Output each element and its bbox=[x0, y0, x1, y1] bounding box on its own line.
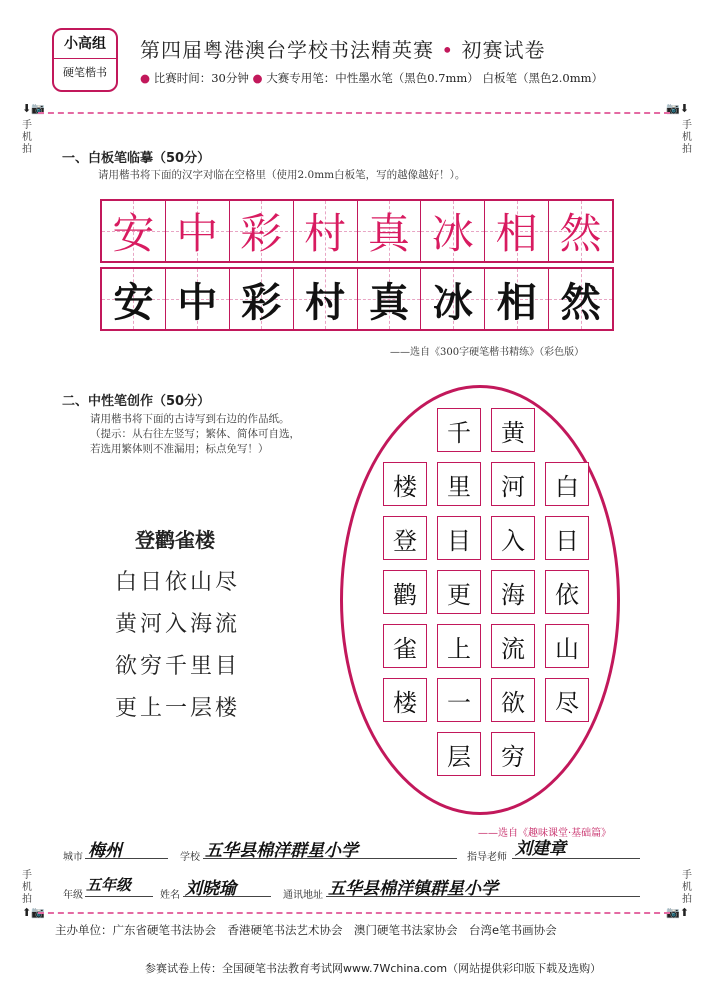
exam-time: 比赛时间：30分钟 bbox=[153, 71, 249, 85]
teacher-underline bbox=[512, 858, 640, 859]
exam-pens: 大赛专用笔：中性墨水笔（黑色0.7mm） 白板笔（黑色2.0mm） bbox=[266, 71, 604, 85]
written-char-row bbox=[100, 267, 614, 331]
poem-line: 欲穷千里目 bbox=[115, 654, 241, 679]
side-label-top-left: 手机拍 bbox=[22, 120, 32, 155]
side-label-bottom-right: 手机拍 bbox=[682, 870, 692, 905]
written-char-cell[interactable]: 安 bbox=[102, 269, 166, 329]
section2-heading: 二、中性笔创作（50分） bbox=[62, 394, 211, 409]
written-char-cell[interactable]: 中 bbox=[166, 269, 230, 329]
model-char-cell: 安 bbox=[102, 201, 166, 261]
work-char-cell[interactable]: 千 bbox=[437, 408, 481, 452]
city-label: 城市 bbox=[63, 852, 83, 863]
grade-underline bbox=[85, 896, 153, 897]
city-field[interactable]: 梅州 bbox=[88, 841, 122, 861]
name-field[interactable]: 刘晓瑜 bbox=[185, 879, 236, 899]
model-char-cell: 然 bbox=[549, 201, 612, 261]
work-char-cell[interactable]: 尽 bbox=[545, 678, 589, 722]
side-label-top-right: 手机拍 bbox=[682, 120, 692, 155]
model-char-cell: 冰 bbox=[421, 201, 485, 261]
poem-line: 黄河入海流 bbox=[115, 612, 241, 637]
poem-line: 更上一层楼 bbox=[115, 696, 241, 721]
model-char-cell: 真 bbox=[358, 201, 422, 261]
school-field[interactable]: 五华县棉洋群星小学 bbox=[205, 841, 358, 861]
written-char-cell[interactable]: 村 bbox=[294, 269, 358, 329]
work-char-cell[interactable]: 流 bbox=[491, 624, 535, 668]
grade-field[interactable]: 五年级 bbox=[86, 876, 132, 894]
section2-instruction-1: 请用楷书将下面的古诗写到右边的作品纸。 bbox=[90, 413, 290, 425]
camera-icon: ⬆📷 bbox=[22, 906, 45, 919]
work-char-cell[interactable]: 更 bbox=[437, 570, 481, 614]
work-char-cell[interactable]: 上 bbox=[437, 624, 481, 668]
work-char-cell[interactable]: 日 bbox=[545, 516, 589, 560]
address-field[interactable]: 五华县棉洋镇群星小学 bbox=[328, 879, 498, 899]
exam-info bbox=[140, 70, 603, 86]
upload-info: 参赛试卷上传：全国硬笔书法教育考试网www.7Wchina.com（网站提供彩印版下载及选购） bbox=[145, 962, 602, 975]
top-dashed-line bbox=[38, 112, 670, 114]
work-char-cell[interactable]: 登 bbox=[383, 516, 427, 560]
name-label: 姓名 bbox=[160, 890, 180, 901]
work-char-cell[interactable]: 穷 bbox=[491, 732, 535, 776]
written-char-cell[interactable]: 相 bbox=[485, 269, 549, 329]
model-char-row bbox=[100, 199, 614, 263]
side-label-bottom-left: 手机拍 bbox=[22, 870, 32, 905]
work-char-cell[interactable]: 海 bbox=[491, 570, 535, 614]
section2-instruction-2: （提示：从右往左竖写；繁体、简体可自选， bbox=[90, 428, 300, 440]
work-char-cell[interactable]: 河 bbox=[491, 462, 535, 506]
work-char-cell[interactable]: 鹳 bbox=[383, 570, 427, 614]
bullet-icon: ● bbox=[252, 71, 263, 85]
section1-source: ——选自《300字硬笔楷书精练》（彩色版） bbox=[390, 347, 585, 358]
title-dot: • bbox=[441, 38, 455, 62]
written-char-cell[interactable]: 然 bbox=[549, 269, 612, 329]
section1-heading: 一、白板笔临摹（50分） bbox=[62, 151, 211, 166]
group-badge bbox=[52, 28, 118, 92]
work-char-cell[interactable]: 白 bbox=[545, 462, 589, 506]
section1-instruction: 请用楷书将下面的汉字对临在空格里（使用2.0mm白板笔，写的越像越好！）。 bbox=[98, 169, 466, 181]
organizers: 主办单位：广东省硬笔书法协会 香港硬笔书法艺术协会 澳门硬笔书法家协会 台湾e笔书画协会 bbox=[55, 923, 557, 937]
work-char-cell[interactable]: 黄 bbox=[491, 408, 535, 452]
name-underline bbox=[183, 896, 271, 897]
model-char-cell: 相 bbox=[485, 201, 549, 261]
teacher-field[interactable]: 刘建章 bbox=[515, 839, 566, 859]
written-char-cell[interactable]: 彩 bbox=[230, 269, 294, 329]
section2-instruction-3: 若选用繁体则不准漏用；标点免写！） bbox=[90, 443, 269, 455]
school-label: 学校 bbox=[180, 852, 200, 863]
camera-icon: 📷⬆ bbox=[666, 906, 689, 919]
written-char-cell[interactable]: 冰 bbox=[421, 269, 485, 329]
teacher-label: 指导老师 bbox=[467, 852, 507, 863]
work-char-cell[interactable]: 目 bbox=[437, 516, 481, 560]
work-char-cell[interactable]: 入 bbox=[491, 516, 535, 560]
work-char-cell[interactable]: 楼 bbox=[383, 462, 427, 506]
written-char-cell[interactable]: 真 bbox=[358, 269, 422, 329]
model-char-cell: 中 bbox=[166, 201, 230, 261]
work-char-cell[interactable]: 楼 bbox=[383, 678, 427, 722]
bottom-dashed-line bbox=[38, 912, 670, 914]
work-char-cell[interactable]: 一 bbox=[437, 678, 481, 722]
work-char-cell[interactable]: 山 bbox=[545, 624, 589, 668]
bullet-icon: ● bbox=[140, 71, 151, 85]
work-char-cell[interactable]: 层 bbox=[437, 732, 481, 776]
address-label: 通讯地址 bbox=[283, 890, 323, 901]
badge-group-label: 小高组 bbox=[54, 30, 116, 59]
camera-icon: 📷⬇ bbox=[666, 102, 689, 115]
grade-label: 年级 bbox=[63, 890, 83, 901]
title-sub: 初赛试卷 bbox=[461, 38, 546, 62]
work-char-cell[interactable]: 雀 bbox=[383, 624, 427, 668]
work-char-cell[interactable]: 依 bbox=[545, 570, 589, 614]
city-underline bbox=[85, 858, 168, 859]
camera-icon: ⬇📷 bbox=[22, 102, 45, 115]
model-char-cell: 彩 bbox=[230, 201, 294, 261]
work-char-cell[interactable]: 里 bbox=[437, 462, 481, 506]
badge-style-label: 硬笔楷书 bbox=[63, 66, 107, 79]
page-title bbox=[140, 34, 546, 63]
section2-source: ——选自《趣味课堂·基础篇》 bbox=[478, 828, 612, 839]
work-char-cell[interactable]: 欲 bbox=[491, 678, 535, 722]
poem-line: 白日依山尽 bbox=[115, 570, 241, 595]
address-underline bbox=[326, 896, 640, 897]
school-underline bbox=[203, 858, 457, 859]
poem-title: 登鹳雀楼 bbox=[135, 528, 215, 552]
model-char-cell: 村 bbox=[294, 201, 358, 261]
title-main: 第四届粤港澳台学校书法精英赛 bbox=[140, 38, 434, 62]
